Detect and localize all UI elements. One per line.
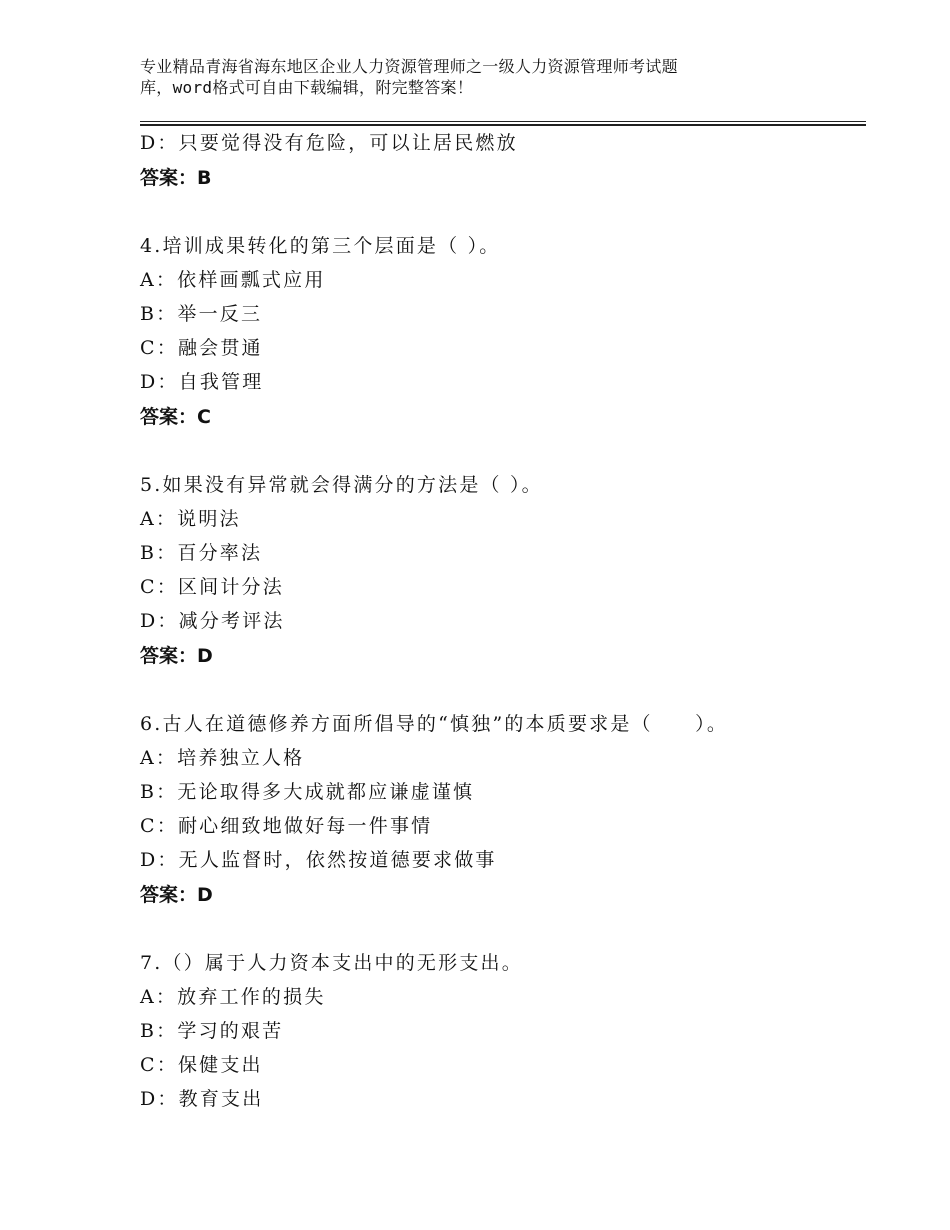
q6-option-d: D：无人监督时，依然按道德要求做事 bbox=[140, 849, 497, 871]
q6-option-a: A：培养独立人格 bbox=[140, 747, 305, 769]
header-line-1: 专业精品青海省海东地区企业人力资源管理师之一级人力资源管理师考试题 bbox=[140, 57, 678, 76]
q5-answer: 答案：D bbox=[140, 645, 213, 667]
q3-option-d: D：只要觉得没有危险，可以让居民燃放 bbox=[140, 132, 518, 154]
q4-option-c: C：融会贯通 bbox=[140, 337, 263, 359]
q7-option-b: B：学习的艰苦 bbox=[140, 1020, 284, 1042]
q3-answer: 答案：B bbox=[140, 167, 212, 189]
q7-stem: 7.（）属于人力资本支出中的无形支出。 bbox=[140, 952, 523, 974]
q7-option-a: A：放弃工作的损失 bbox=[140, 986, 326, 1008]
header-divider-thick bbox=[140, 124, 866, 126]
q6-option-b: B：无论取得多大成就都应谦虚谨慎 bbox=[140, 781, 475, 803]
header-divider-thin bbox=[140, 121, 866, 122]
q6-stem: 6.古人在道德修养方面所倡导的“慎独”的本质要求是（ ）。 bbox=[140, 713, 729, 735]
q5-stem: 5.如果没有异常就会得满分的方法是（ ）。 bbox=[140, 474, 543, 496]
q5-option-a: A：说明法 bbox=[140, 508, 241, 530]
document-header bbox=[140, 56, 860, 98]
q4-answer: 答案：C bbox=[140, 406, 211, 428]
q4-option-b: B：举一反三 bbox=[140, 303, 263, 325]
q5-option-b: B：百分率法 bbox=[140, 542, 263, 564]
q7-option-c: C：保健支出 bbox=[140, 1054, 263, 1076]
q5-option-c: C：区间计分法 bbox=[140, 576, 284, 598]
q4-stem: 4.培训成果转化的第三个层面是（ ）。 bbox=[140, 235, 501, 257]
header-line-2: 库，word格式可自由下载编辑，附完整答案！ bbox=[140, 78, 474, 97]
q6-option-c: C：耐心细致地做好每一件事情 bbox=[140, 815, 433, 837]
q5-option-d: D：减分考评法 bbox=[140, 610, 285, 632]
q4-option-a: A：依样画瓢式应用 bbox=[140, 269, 326, 291]
q6-answer: 答案：D bbox=[140, 884, 213, 906]
q4-option-d: D：自我管理 bbox=[140, 371, 264, 393]
q7-option-d: D：教育支出 bbox=[140, 1088, 264, 1110]
